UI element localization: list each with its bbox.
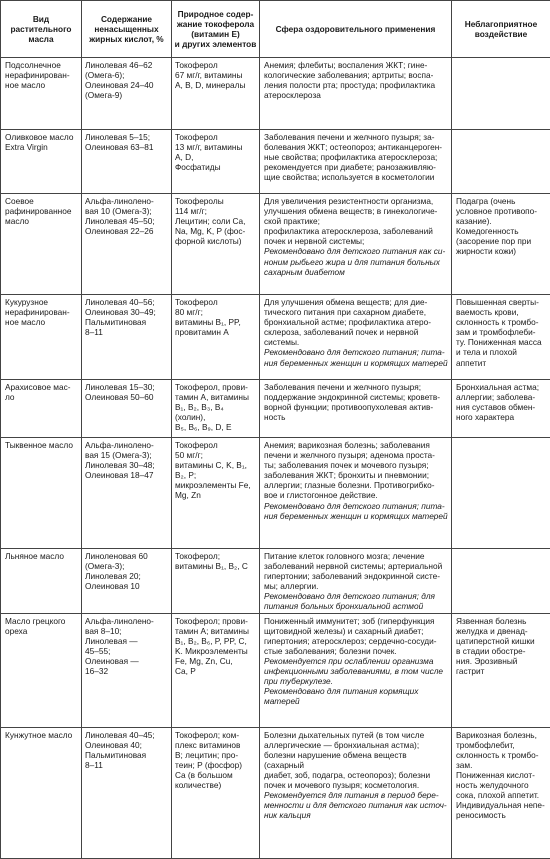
health-usage-cell bbox=[260, 295, 452, 380]
oil-name-cell bbox=[1, 130, 82, 194]
cell-line: аллергии; глазные болезни. Противогрибко- bbox=[264, 480, 448, 490]
cell-line: (Омега-3); bbox=[85, 561, 168, 571]
tocopherol-cell bbox=[172, 380, 260, 438]
cell-line: Токоферол bbox=[175, 297, 256, 307]
cell-line: плекс витаминов bbox=[175, 740, 256, 750]
cell-line: Токоферол bbox=[175, 440, 256, 450]
cell-line: B₅, B₆, B₉, D, E bbox=[175, 422, 256, 432]
cell-line: гастрит bbox=[456, 666, 547, 676]
cell-line: Пальмитиновая bbox=[85, 750, 168, 760]
cell-line: B₁, B₂, B₆, P, PP, C, bbox=[175, 636, 256, 646]
cell-line: профилактика атеросклероза, заболеваний bbox=[264, 226, 448, 236]
cell-line: Токоферол; прови- bbox=[175, 616, 256, 626]
cell-line: Арахисовое мас- bbox=[5, 382, 78, 392]
cell-line: бронхиальной астме; профилактика атеро- bbox=[264, 317, 448, 327]
cell-line: желудка и двенад- bbox=[456, 626, 547, 636]
cell-line: витамины B₁, PP, bbox=[175, 317, 256, 327]
cell-line: почек и нервной системы; bbox=[264, 236, 448, 246]
cell-line: Повышенная сверты- bbox=[456, 297, 547, 307]
cell-line: цатиперстной кишки bbox=[456, 636, 547, 646]
cell-line: рекомендуется при диабете; ранозаживляю- bbox=[264, 162, 448, 172]
health-usage-cell bbox=[260, 613, 452, 727]
cell-line: Токоферол, прови- bbox=[175, 382, 256, 392]
cell-line: печени и желчного пузыря; аденома проста- bbox=[264, 450, 448, 460]
cell-line: Тыквенное масло bbox=[5, 440, 78, 450]
cell-line: B; лецитин; про- bbox=[175, 750, 256, 760]
cell-line: Fe, Mg, Zn, Cu, bbox=[175, 656, 256, 666]
cell-line: и тела и плохой bbox=[456, 347, 547, 357]
cell-line: Линолевая 46–62 bbox=[85, 60, 168, 70]
fatty-acids-cell bbox=[82, 549, 172, 614]
adverse-effects-cell bbox=[452, 613, 550, 727]
oil-name-cell bbox=[1, 549, 82, 614]
cell-line: ность bbox=[264, 412, 448, 422]
cell-line: Линолевая 5–15; bbox=[85, 132, 168, 142]
health-usage-cell bbox=[260, 194, 452, 295]
fatty-acids-cell bbox=[82, 613, 172, 727]
cell-line: Mg, Zn bbox=[175, 490, 256, 500]
header-fatty-acids bbox=[82, 1, 172, 58]
cell-line: нерафинирован- bbox=[5, 307, 78, 317]
adverse-effects-cell bbox=[452, 438, 550, 549]
cell-line: Токоферол bbox=[175, 132, 256, 142]
cell-line: ник кальция bbox=[264, 810, 448, 820]
cell-line: форной кислоты) bbox=[175, 236, 256, 246]
cell-line: ния. Эрозивный bbox=[456, 656, 547, 666]
cell-line: Токоферол; ком- bbox=[175, 730, 256, 740]
cell-line: Болезни дыхательных путей (в том числе bbox=[264, 730, 448, 740]
cell-line: питания больных бронхиальной астмой bbox=[264, 601, 448, 611]
cell-line: ния беременных женщин и кормящих матерей bbox=[264, 511, 448, 521]
cell-line: Линоленовая 60 bbox=[85, 551, 168, 561]
cell-line: тического питания при сахарном диабете, bbox=[264, 307, 448, 317]
cell-line: Альфа-линолено- bbox=[85, 196, 168, 206]
cell-line: сока, плохой аппетит. bbox=[456, 790, 547, 800]
cell-line: Линолевая 20; bbox=[85, 571, 168, 581]
cell-line: Подагра (очень bbox=[456, 196, 547, 206]
cell-line: гипертонии; заболеваний эндокринной систе- bbox=[264, 571, 448, 581]
cell-line: ноним рыбьего жира и для питания больных bbox=[264, 257, 448, 267]
fatty-acids-cell bbox=[82, 295, 172, 380]
cell-line: ореха bbox=[5, 626, 78, 636]
cell-line: Кунжутное масло bbox=[5, 730, 78, 740]
oil-name-cell bbox=[1, 613, 82, 727]
fatty-acids-cell bbox=[82, 130, 172, 194]
cell-line: щие свойства; используется в косметологии bbox=[264, 172, 448, 182]
cell-line: Олеиновая 22–26 bbox=[85, 226, 168, 236]
cell-line: Пониженная кислот- bbox=[456, 770, 547, 780]
cell-line: Extra Virgin bbox=[5, 142, 78, 152]
cell-line: K. Микроэлементы bbox=[175, 646, 256, 656]
table-row bbox=[1, 295, 550, 380]
health-usage-cell bbox=[260, 130, 452, 194]
cell-line: A, D, bbox=[175, 152, 256, 162]
cell-line: Рекомендовано для детского питания как си- bbox=[264, 246, 448, 256]
cell-line: Анемия; варикозная болезнь; заболевания bbox=[264, 440, 448, 450]
cell-line: Линолевая 40–45; bbox=[85, 730, 168, 740]
header-line: Сфера оздоровительного применения bbox=[262, 24, 449, 34]
fatty-acids-cell bbox=[82, 58, 172, 130]
cell-line: реносимость bbox=[456, 810, 547, 820]
tocopherol-cell bbox=[172, 549, 260, 614]
cell-line: ваемость крови, bbox=[456, 307, 547, 317]
cell-line: Ca (в большом bbox=[175, 770, 256, 780]
cell-line: ло bbox=[5, 392, 78, 402]
cell-line: Анемия; флебиты; воспаления ЖКТ; гине- bbox=[264, 60, 448, 70]
cell-line: ное масло bbox=[5, 80, 78, 90]
cell-line: Рекомендовано для питания кормящих матерей bbox=[264, 686, 448, 706]
cell-line: Линолевая 30–48; bbox=[85, 460, 168, 470]
cell-line: Фосфатиды bbox=[175, 162, 256, 172]
health-usage-cell bbox=[260, 727, 452, 858]
oil-name-cell bbox=[1, 295, 82, 380]
cell-line: Заболевания печени и желчного пузыря; bbox=[264, 382, 448, 392]
cell-line: при туберкулезе. bbox=[264, 676, 448, 686]
header-line: Природное содер- bbox=[174, 9, 257, 19]
cell-line: 8–11 bbox=[85, 327, 168, 337]
tocopherol-cell bbox=[172, 438, 260, 549]
cell-line: провитамин A bbox=[175, 327, 256, 337]
health-usage-cell bbox=[260, 438, 452, 549]
cell-line: поддержание эндокринной системы; кроветв- bbox=[264, 392, 448, 402]
header-line: воздействие bbox=[454, 29, 548, 39]
fatty-acids-cell bbox=[82, 194, 172, 295]
oil-name-cell bbox=[1, 194, 82, 295]
cell-line: склонность к тромбо- bbox=[456, 750, 547, 760]
cell-line: склонность к тромбо- bbox=[456, 317, 547, 327]
cell-line: 13 мг/г, витамины bbox=[175, 142, 256, 152]
cell-line: склероза, заболеваний почек и нервной bbox=[264, 327, 448, 337]
cell-line: рафинированное bbox=[5, 206, 78, 216]
cell-line: вое и глистогонное действие. bbox=[264, 490, 448, 500]
oil-name-cell bbox=[1, 438, 82, 549]
cell-line: Для увеличения резистентности организма, bbox=[264, 196, 448, 206]
fatty-acids-cell bbox=[82, 438, 172, 549]
cell-line: 8–11 bbox=[85, 760, 168, 770]
cell-line: Масло грецкого bbox=[5, 616, 78, 626]
cell-line: Рекомендовано для детского питания; пита- bbox=[264, 347, 448, 357]
cell-line: тамин A, витамины bbox=[175, 392, 256, 402]
cell-line: болезни нарушение обмена веществ (сахарный bbox=[264, 750, 448, 770]
cell-line: (Омега-9) bbox=[85, 90, 168, 100]
oil-name-cell bbox=[1, 727, 82, 858]
cell-line: вая 8–10; bbox=[85, 626, 168, 636]
cell-line: ской практике; bbox=[264, 216, 448, 226]
cell-line: микроэлементы Fe, bbox=[175, 480, 256, 490]
cell-line: ты; заболевания почек и мочевого пузыря; bbox=[264, 460, 448, 470]
cell-line: ное масло bbox=[5, 317, 78, 327]
cell-line: Питание клеток головного мозга; лечение bbox=[264, 551, 448, 561]
cell-line: Олеиновая 40; bbox=[85, 740, 168, 750]
header-line: жирных кислот, % bbox=[84, 34, 169, 44]
header-line: (витамин Е) bbox=[174, 29, 257, 39]
cell-line: вая 10 (Омега-3); bbox=[85, 206, 168, 216]
cell-line: Рекомендуется для питания в период бере- bbox=[264, 790, 448, 800]
cell-line: Заболевания печени и желчного пузыря; за- bbox=[264, 132, 448, 142]
cell-line: менности и для детского питания как источ- bbox=[264, 800, 448, 810]
cell-line: Лецитин; соли Ca, bbox=[175, 216, 256, 226]
tocopherol-cell bbox=[172, 295, 260, 380]
tocopherol-cell bbox=[172, 727, 260, 858]
cell-line: мы; аллергии. bbox=[264, 581, 448, 591]
adverse-effects-cell bbox=[452, 58, 550, 130]
cell-line: ворной функции; противоопухолевая актив- bbox=[264, 402, 448, 412]
adverse-effects-cell bbox=[452, 549, 550, 614]
cell-line: аллергические — бронхиальная астма); bbox=[264, 740, 448, 750]
cell-line: Рекомендовано для детского питания; пита- bbox=[264, 501, 448, 511]
cell-line: заболеваний нервной системы; артериальной bbox=[264, 561, 448, 571]
cell-line: Линолевая — bbox=[85, 636, 168, 646]
cell-line: Олеиновая 30–49; bbox=[85, 307, 168, 317]
cell-line: в стадии обостре- bbox=[456, 646, 547, 656]
cell-line: стые заболевания; болезни почек. bbox=[264, 646, 448, 656]
cell-line: Варикозная болезнь, bbox=[456, 730, 547, 740]
cell-line: вая 15 (Омега-3); bbox=[85, 450, 168, 460]
cell-line: диабет, зоб, подагра, остеопороз); болезни bbox=[264, 770, 448, 780]
cell-line: ного характера bbox=[456, 412, 547, 422]
table-row bbox=[1, 58, 550, 130]
table-row bbox=[1, 130, 550, 194]
table-body bbox=[1, 58, 550, 859]
cell-line: ния беременных женщин и кормящих матерей bbox=[264, 358, 448, 368]
oil-name-cell bbox=[1, 58, 82, 130]
cell-line: Для улучшения обмена веществ; для дие- bbox=[264, 297, 448, 307]
header-health-usage bbox=[260, 1, 452, 58]
cell-line: 45–55; bbox=[85, 646, 168, 656]
cell-line: гипертония; атеросклероз; сердечно-сосуди- bbox=[264, 636, 448, 646]
cell-line: A, B, D, минералы bbox=[175, 80, 256, 90]
cell-line: Пониженный иммунитет; зоб (гиперфункция bbox=[264, 616, 448, 626]
cell-line: зам. bbox=[456, 760, 547, 770]
cell-line: Индивидуальная непе- bbox=[456, 800, 547, 810]
fatty-acids-cell bbox=[82, 380, 172, 438]
header-line: масла bbox=[3, 34, 79, 44]
cell-line: Олеиновая 18–47 bbox=[85, 470, 168, 480]
cell-line: заболевания ЖКТ; бронхиты и пневмонии; bbox=[264, 470, 448, 480]
adverse-effects-cell bbox=[452, 380, 550, 438]
header-line: жание токоферола bbox=[174, 19, 257, 29]
cell-line: ность желудочного bbox=[456, 780, 547, 790]
cell-line: Ca, P bbox=[175, 666, 256, 676]
cell-line: жирности кожи) bbox=[456, 246, 547, 256]
header-tocopherol bbox=[172, 1, 260, 58]
cell-line: Линолевая 40–56; bbox=[85, 297, 168, 307]
cell-line: тромбофлебит, bbox=[456, 740, 547, 750]
cell-line: ту. Пониженная масса bbox=[456, 337, 547, 347]
cell-line: Оливковое масло bbox=[5, 132, 78, 142]
table-row bbox=[1, 549, 550, 614]
cell-line: почек и мочевого пузыря; косметология. bbox=[264, 780, 448, 790]
cell-line: теин; P (фосфор) bbox=[175, 760, 256, 770]
cell-line: аллергии; заболева- bbox=[456, 392, 547, 402]
table-header bbox=[1, 1, 550, 58]
adverse-effects-cell bbox=[452, 130, 550, 194]
cell-line: нерафинирован- bbox=[5, 70, 78, 80]
cell-line: Олеиновая 24–40 bbox=[85, 80, 168, 90]
fatty-acids-cell bbox=[82, 727, 172, 858]
cell-line: витамины C, K, B₁, bbox=[175, 460, 256, 470]
cell-line: B₁, B₂, B₃, B₄ (холин), bbox=[175, 402, 256, 422]
cell-line: сахарным диабетом bbox=[264, 267, 448, 277]
tocopherol-cell bbox=[172, 194, 260, 295]
cell-line: (Омега-6); bbox=[85, 70, 168, 80]
cell-line: Линолевая 45–50; bbox=[85, 216, 168, 226]
table-row bbox=[1, 727, 550, 858]
cell-line: зам и тромбофлеби- bbox=[456, 327, 547, 337]
tocopherol-cell bbox=[172, 613, 260, 727]
header-line: ненасыщенных bbox=[84, 24, 169, 34]
cell-line: 114 мг/г; bbox=[175, 206, 256, 216]
cell-line: Альфа-линолено- bbox=[85, 616, 168, 626]
cell-line: Пальмитиновая bbox=[85, 317, 168, 327]
tocopherol-cell bbox=[172, 130, 260, 194]
cell-line: системы. bbox=[264, 337, 448, 347]
cell-line: Линолевая 15–30; bbox=[85, 382, 168, 392]
adverse-effects-cell bbox=[452, 727, 550, 858]
cell-line: аппетит bbox=[456, 358, 547, 368]
health-usage-cell bbox=[260, 549, 452, 614]
cell-line: Рекомендуется при ослаблении организма bbox=[264, 656, 448, 666]
table-row bbox=[1, 613, 550, 727]
health-usage-cell bbox=[260, 380, 452, 438]
header-line: Вид bbox=[3, 14, 79, 24]
cell-line: 80 мг/г; bbox=[175, 307, 256, 317]
table-row bbox=[1, 380, 550, 438]
cell-line: Язвенная болезнь bbox=[456, 616, 547, 626]
cell-line: улучшения обмена веществ; в гинекологиче- bbox=[264, 206, 448, 216]
cell-line: Токоферол; bbox=[175, 551, 256, 561]
cell-line: Олеиновая 63–81 bbox=[85, 142, 168, 152]
cell-line: 50 мг/г; bbox=[175, 450, 256, 460]
cell-line: Кукурузное bbox=[5, 297, 78, 307]
header-line: Содержание bbox=[84, 14, 169, 24]
header-line: и других элементов bbox=[174, 39, 257, 49]
cell-line: Альфа-линолено- bbox=[85, 440, 168, 450]
cell-line: болевания ЖКТ; остеопороз; антиканцероген- bbox=[264, 142, 448, 152]
oil-name-cell bbox=[1, 380, 82, 438]
cell-line: ные свойства; профилактика атеросклероза; bbox=[264, 152, 448, 162]
header-line: растительного bbox=[3, 24, 79, 34]
cell-line: витамины B₁, B₂, C bbox=[175, 561, 256, 571]
cell-line: масло bbox=[5, 216, 78, 226]
cell-line: Подсолнечное bbox=[5, 60, 78, 70]
table-row bbox=[1, 194, 550, 295]
cell-line: B₂, P; bbox=[175, 470, 256, 480]
cell-line: Льняное масло bbox=[5, 551, 78, 561]
cell-line: Олеиновая 50–60 bbox=[85, 392, 168, 402]
cell-line: (засорение пор при bbox=[456, 236, 547, 246]
header-line: Неблагоприятное bbox=[454, 19, 548, 29]
cell-line: Токоферолы bbox=[175, 196, 256, 206]
cell-line: Na, Mg, K, P (фос- bbox=[175, 226, 256, 236]
header-oil-type bbox=[1, 1, 82, 58]
cell-line: казание). bbox=[456, 216, 547, 226]
cell-line: Рекомендовано для детского питания; для bbox=[264, 591, 448, 601]
header-adverse-effects bbox=[452, 1, 550, 58]
cell-line: Олеиновая — bbox=[85, 656, 168, 666]
health-usage-cell bbox=[260, 58, 452, 130]
cell-line: Бронхиальная астма; bbox=[456, 382, 547, 392]
cell-line: количестве) bbox=[175, 780, 256, 790]
cell-line: Комедогенность bbox=[456, 226, 547, 236]
cell-line: инфекционными заболеваниями, в том числе bbox=[264, 666, 448, 676]
cell-line: ления полости рта; простуда; профилактика bbox=[264, 80, 448, 90]
cell-line: тамин A; витамины bbox=[175, 626, 256, 636]
cell-line: 67 мг/г, витамины bbox=[175, 70, 256, 80]
cell-line: атеросклероза bbox=[264, 90, 448, 100]
adverse-effects-cell bbox=[452, 194, 550, 295]
cell-line: Соевое bbox=[5, 196, 78, 206]
tocopherol-cell bbox=[172, 58, 260, 130]
cell-line: Токоферол bbox=[175, 60, 256, 70]
cell-line: условное противопо- bbox=[456, 206, 547, 216]
table-row bbox=[1, 438, 550, 549]
cell-line: Олеиновая 10 bbox=[85, 581, 168, 591]
cell-line: ния суставов обмен- bbox=[456, 402, 547, 412]
cell-line: 16–32 bbox=[85, 666, 168, 676]
adverse-effects-cell bbox=[452, 295, 550, 380]
cell-line: щитовидной железы) и сахарный диабет; bbox=[264, 626, 448, 636]
cell-line: кологические заболевания; артриты; воспа- bbox=[264, 70, 448, 80]
